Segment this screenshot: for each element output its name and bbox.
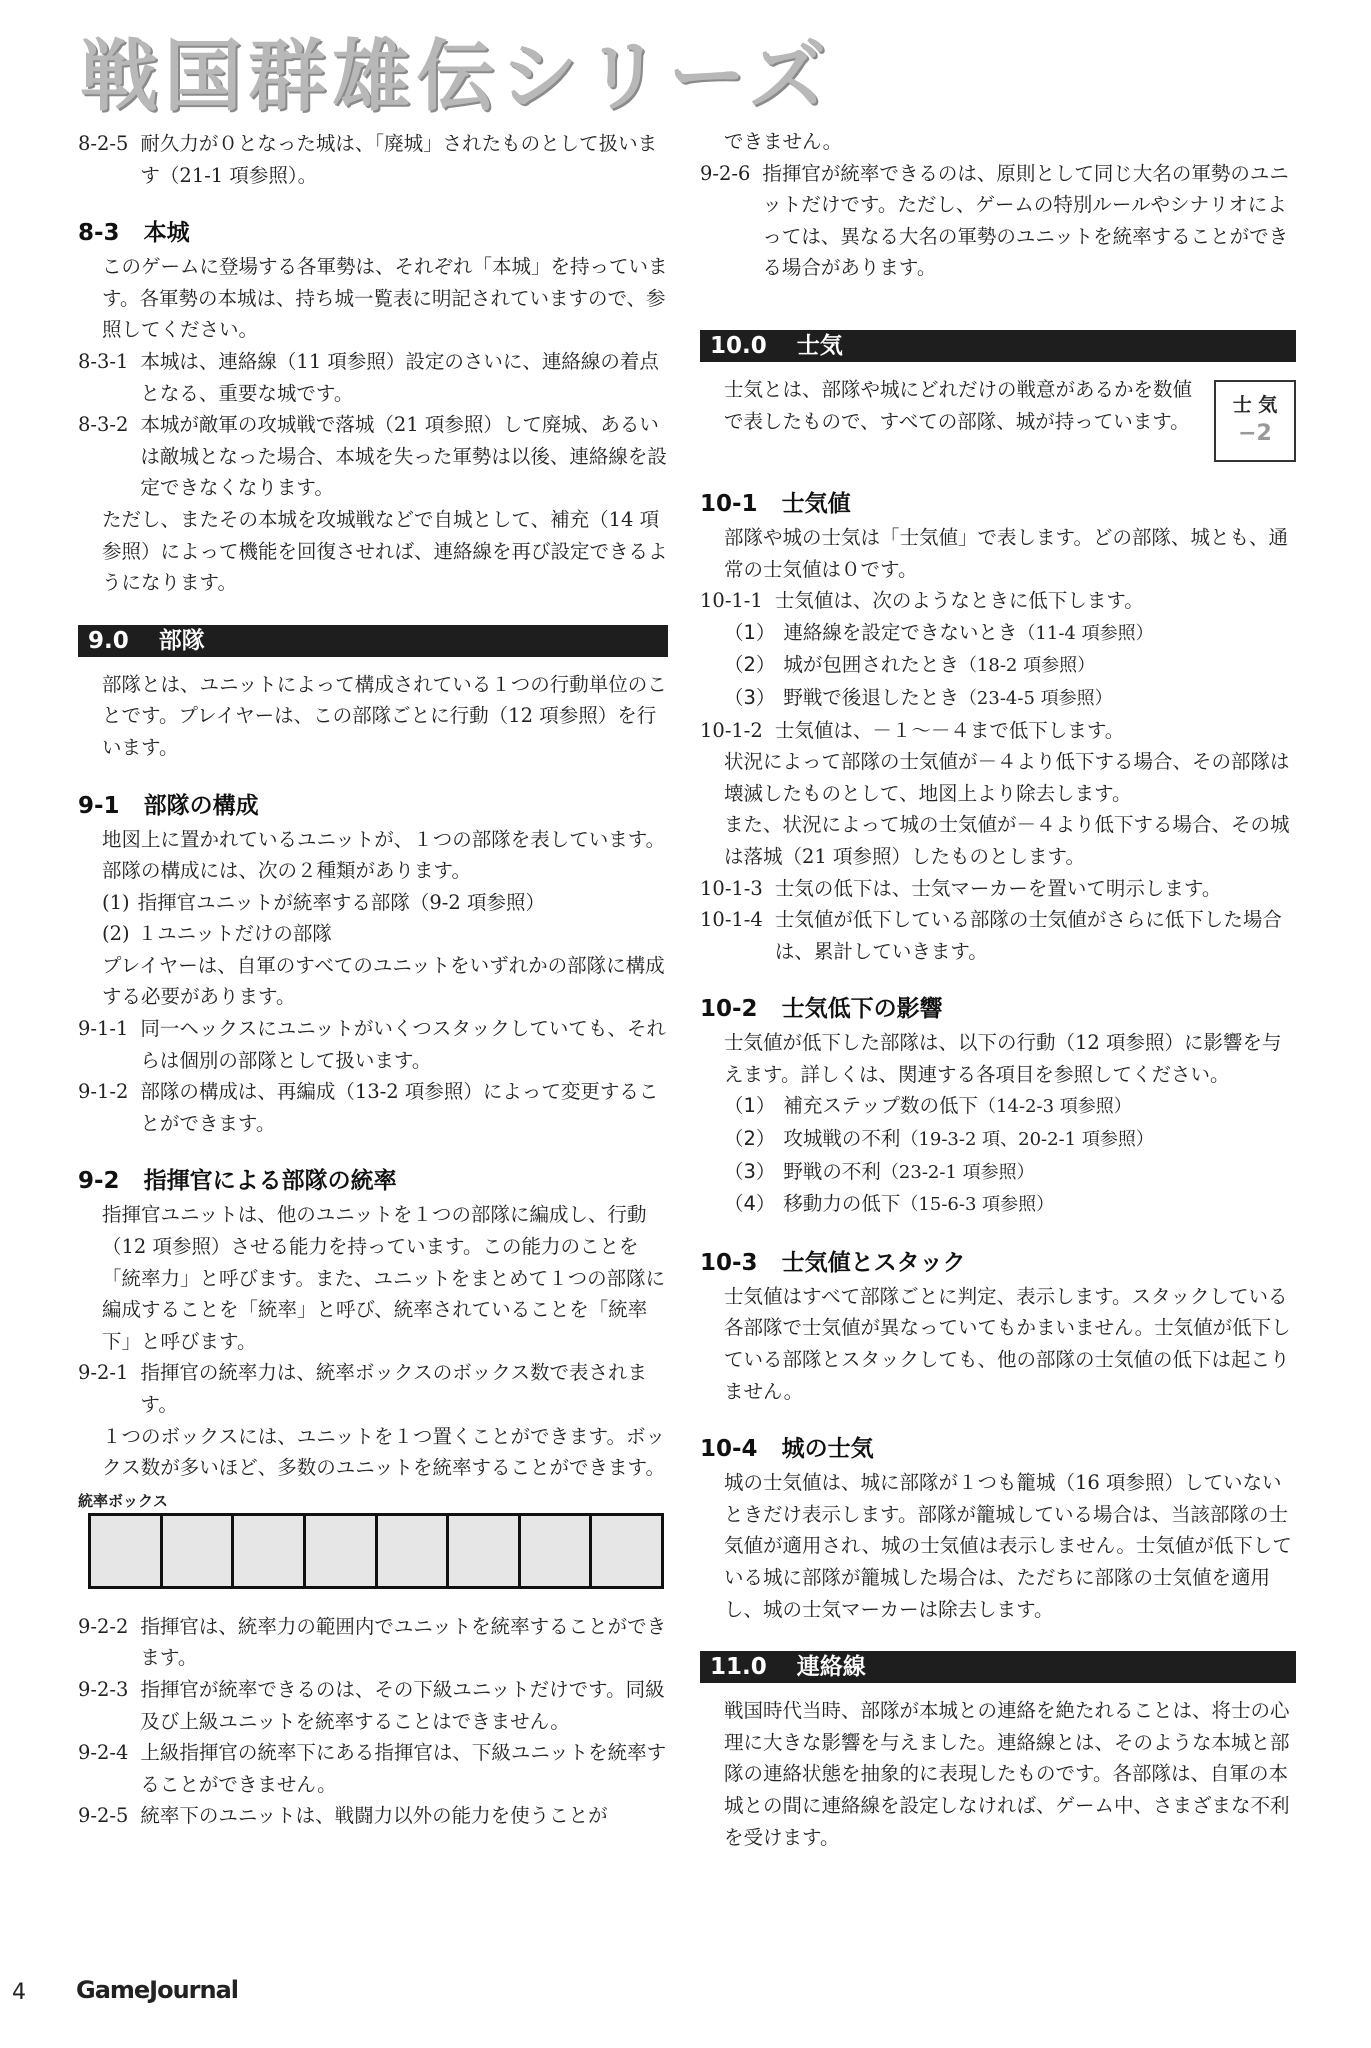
rule-item: 9-1-2 部隊の構成は、再編成（13-2 項参照）によって変更することができます。 — [78, 1080, 659, 1135]
section-heading-10-2: 10-2 士気低下の影響 — [700, 996, 943, 1023]
command-box — [91, 1516, 160, 1586]
section-text: 士気値はすべて部隊ごとに判定、表示します。スタックしている各部隊で士気値が異なっていてもかまいません。士気値が低下している部隊とスタックしても、他の部隊の士気値の低下は起こりません。 — [724, 1284, 1291, 1403]
list-item: （3） 野戦で後退したとき（23-4-5 項参照） — [724, 685, 1113, 709]
rule-item: 9-2-3 指揮官が統率できるのは、その下級ユニットだけです。同級及び上級ユニットを統率することはできません。 — [78, 1677, 665, 1733]
list-item: （2） 攻城戦の不利（19-3-2 項、20-2-1 項参照） — [724, 1127, 1154, 1151]
rule-item: 9-2-1 指揮官の統率力は、統率ボックスのボックス数で表されます。 — [78, 1361, 648, 1416]
command-box — [521, 1516, 590, 1586]
rule-item: 10-1-3 士気の低下は、士気マーカーを置いて明示します。 — [700, 876, 1222, 900]
list-item: （1） 連絡線を設定できないとき（11-4 項参照） — [724, 620, 1154, 644]
section-heading-9-1: 9-1 部隊の構成 — [78, 792, 259, 819]
list-item: （3） 野戦の不利（23-2-1 項参照） — [724, 1159, 1035, 1183]
magazine-logo: GameJournal — [76, 1976, 239, 2004]
section-text: １つのボックスには、ユニットを１つ置くことができます。ボックス数が多いほど、多数のユニットを統率することができます。 — [102, 1424, 665, 1480]
morale-intro — [700, 374, 1296, 462]
rule-item: 10-1-4 士気値が低下している部隊の士気値がさらに低下した場合は、累計していきます。 — [700, 908, 1282, 963]
section-heading-10-4: 10-4 城の士気 — [700, 1436, 874, 1463]
section-heading-10-3: 10-3 士気値とスタック — [700, 1249, 966, 1276]
chapter-bar-9-0: 9.0 部隊 — [78, 625, 668, 657]
list-item: （4） 移動力の低下（15-6-3 項参照） — [724, 1192, 1055, 1216]
command-box — [163, 1516, 232, 1586]
section-text: 地図上に置かれているユニットが、１つの部隊を表しています。部隊の構成には、次の２種類があります。 — [102, 827, 666, 883]
rule-item: 8-3-1 本城は、連絡線（11 項参照）設定のさいに、連絡線の着点となる、重要な城です。 — [78, 349, 659, 405]
command-box — [234, 1516, 303, 1586]
page-number: 4 — [12, 1980, 26, 2005]
section-text: 部隊や城の士気は「士気値」で表します。どの部隊、城とも、通常の士気値は０です。 — [724, 525, 1288, 581]
section-heading-10-1: 10-1 士気値 — [700, 490, 851, 517]
section-heading-8-3: 8-3 本城 — [78, 220, 190, 247]
continued-text: できません。 — [724, 130, 843, 153]
rule-item: 8-3-2 本城が敵軍の攻城戦で落城（21 項参照）して廃城、あるいは敵城となった場合、本城を失った軍勢は以後、連絡線を設定できなくなります。 — [78, 413, 667, 500]
rule-item: 9-1-1 同一ヘックスにユニットがいくつスタックしていても、それらは個別の部隊として扱います。 — [78, 1017, 666, 1072]
rule-item: 10-1-1 士気値は、次のようなときに低下します。 — [700, 589, 1144, 613]
command-box-track — [88, 1513, 664, 1589]
series-banner: 戦国群雄伝シリーズ — [80, 32, 833, 122]
rule-item: 9-2-4 上級指揮官の統率下にある指揮官は、下級ユニットを統率することができません。 — [78, 1741, 667, 1796]
rule-item: 9-2-5 統率下のユニットは、戦闘力以外の能力を使うことが — [78, 1804, 608, 1828]
list-item: （1） 補充ステップ数の低下（14-2-3 項参照） — [724, 1094, 1132, 1118]
list-item: (2) １ユニットだけの部隊 — [102, 922, 332, 946]
command-box — [306, 1516, 375, 1586]
command-box — [592, 1516, 661, 1586]
section-text: 指揮官ユニットは、他のユニットを１つの部隊に編成し、行動（12 項参照）させる能力を持っています。この能力のことを「統率力」と呼びます。また、ユニットをまとめて１つの部隊に編成することを「統率」と呼び、統率されていることを「統率下」と呼びます。 — [102, 1203, 666, 1353]
list-item: （2） 城が包囲されたとき（18-2 項参照） — [724, 653, 1096, 677]
chapter-bar-10-0: 10.0 士気 — [700, 330, 1296, 362]
command-box — [378, 1516, 447, 1586]
section-text: 戦国時代当時、部隊が本城との連絡を絶たれることは、将士の心理に大きな影響を与えました。連絡線とは、そのような本城と部隊の連絡状態を抽象的に表現したものです。各部隊は、自軍の本城との間に連絡線を設定しなければ、ゲーム中、さまざまな不利を受けます。 — [724, 1699, 1290, 1849]
rule-item: 10-1-2 士気値は、－１～－４まで低下します。 — [700, 718, 1125, 742]
section-text: 部隊とは、ユニットによって構成されている１つの行動単位のことです。プレイヤーは、この部隊ごとに行動（12 項参照）を行います。 — [102, 672, 667, 759]
rule-item: 9-2-6 指揮官が統率できるのは、原則として同じ大名の軍勢のユニットだけです。ただし、ゲームの特別ルールやシナリオによっては、異なる大名の軍勢のユニットを統率することができる場合があります。 — [700, 161, 1289, 280]
section-text: また、状況によって城の士気値が－４より低下する場合、その城は落城（21 項参照）したものとします。 — [724, 813, 1290, 868]
command-box-label: 統率ボックス — [78, 1491, 168, 1510]
command-box — [449, 1516, 518, 1586]
rule-item: 9-2-2 指揮官は、統率力の範囲内でユニットを統率することができます。 — [78, 1614, 667, 1670]
section-heading-9-2: 9-2 指揮官による部隊の統率 — [78, 1168, 397, 1195]
section-text: このゲームに登場する各軍勢は、それぞれ「本城」を持っています。各軍勢の本城は、持ち城一覧表に明記されていますので、参照してください。 — [102, 255, 668, 342]
section-text: 状況によって部隊の士気値が－４より低下する場合、その部隊は壊滅したものとして、地図上より除去します。 — [724, 750, 1290, 805]
section-text: 士気値が低下した部隊は、以下の行動（12 項参照）に影響を与えます。詳しくは、関連する各項目を参照してください。 — [724, 1031, 1282, 1086]
right-column — [700, 126, 1296, 1853]
section-text: プレイヤーは、自軍のすべてのユニットをいずれかの部隊に構成する必要があります。 — [102, 953, 665, 1009]
section-text: 士気とは、部隊や城にどれだけの戦意があるかを数値で表したもので、すべての部隊、城が持っています。 — [724, 377, 1193, 433]
morale-marker: 士 気 −2 — [1214, 380, 1296, 462]
rule-item: 8-2-5 耐久力が０となった城は、「廃城」されたものとして扱います（21-1 項参照）。 — [78, 132, 658, 187]
section-text: ただし、またその本城を攻城戦などで自城として、補充（14 項参照）によって機能を回復させれば、連絡線を再び設定できるようになります。 — [102, 507, 668, 595]
left-column — [78, 128, 668, 1832]
chapter-bar-11-0: 11.0 連絡線 — [700, 1651, 1296, 1683]
list-item: (1) 指揮官ユニットが統率する部隊（9-2 項参照） — [102, 890, 545, 914]
section-text: 城の士気値は、城に部隊が１つも籠城（16 項参照）していないときだけ表示します。部隊が籠城している場合は、当該部隊の士気値が適用され、城の士気値は表示しません。士気値が低下している城に部隊が籠城した場合は、ただちに部隊の士気値を適用し、城の士気マーカーは除去します。 — [724, 1471, 1292, 1621]
